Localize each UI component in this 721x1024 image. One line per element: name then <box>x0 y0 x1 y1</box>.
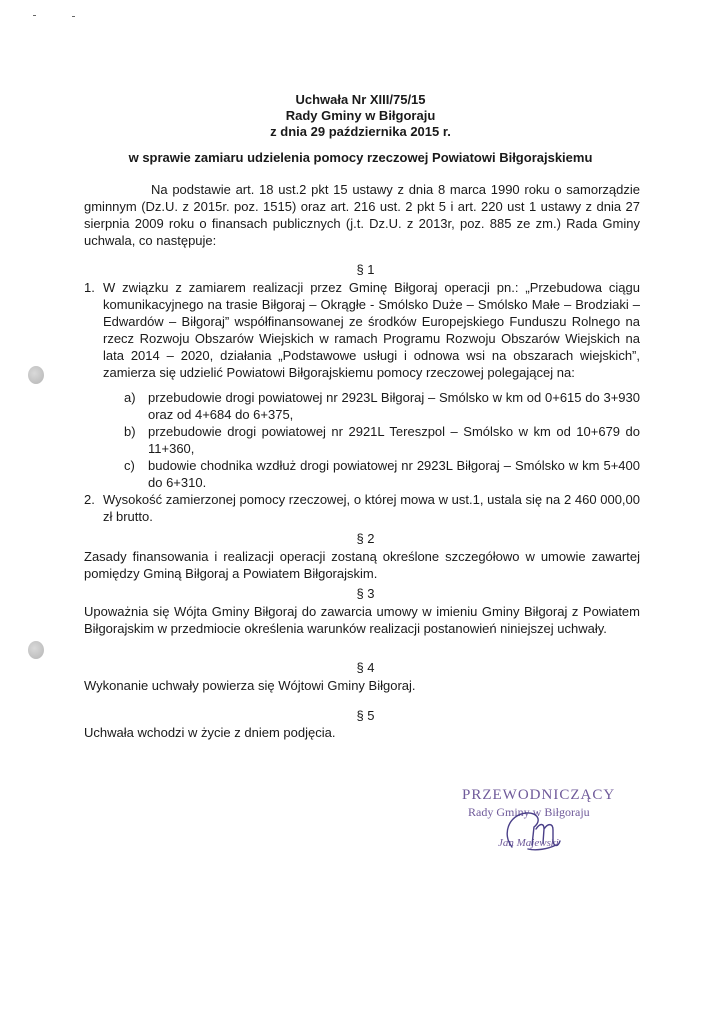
section-1-heading: § 1 <box>356 262 375 277</box>
section-5-heading: § 5 <box>356 708 375 723</box>
subitem-b-text: przebudowie drogi powiatowej nr 2921L Tereszpol – Smólsko w km od 10+679 do 11+360, <box>148 424 640 456</box>
item-2-number: 2. <box>84 492 95 507</box>
punch-hole <box>28 641 44 659</box>
subitem-a-label: a) <box>124 390 136 405</box>
subitem-c-label: c) <box>124 458 135 473</box>
section-4-text: Wykonanie uchwały powierza się Wójtowi Gminy Biłgoraj. <box>84 678 416 693</box>
resolution-number: Uchwała Nr XIII/75/15 <box>295 92 426 107</box>
handwritten-signature <box>498 805 568 865</box>
scan-speck <box>33 15 36 16</box>
stamp-name: Jan Majewski <box>498 837 559 849</box>
punch-hole <box>28 366 44 384</box>
resolution-date: z dnia 29 października 2015 r. <box>270 124 451 139</box>
preamble: Na podstawie art. 18 ust.2 pkt 15 ustawy z dnia 8 marca 1990 roku o samorządzie gminnym (Dz.U. z 2015r. poz. 1515) oraz art. 216 ust. 2 pkt 5 i art. 220 ust 1 ustawy z dnia 27 sierpnia 2009 roku o finansach publicznych (j.t. Dz.U. z 2013r, poz. 885 ze zm.) Rada Gminy uchwala, co następuje: <box>84 182 640 248</box>
section-4-heading: § 4 <box>356 660 375 675</box>
section-2-heading: § 2 <box>356 531 375 546</box>
stamp-title: PRZEWODNICZĄCY <box>462 787 616 803</box>
section-2-text: Zasady finansowania i realizacji operacji zostaną określone szczegółowo w umowie zawartej pomiędzy Gminą Biłgoraj a Powiatem Biłgorajskim. <box>84 549 640 581</box>
item-1-number: 1. <box>84 280 95 295</box>
subitem-a-text: przebudowie drogi powiatowej nr 2923L Biłgoraj – Smólsko w km od 0+615 do 3+930 oraz od 4+684 do 6+375, <box>148 390 640 422</box>
scan-speck <box>72 16 75 17</box>
item-2-text: Wysokość zamierzonej pomocy rzeczowej, o której mowa w ust.1, ustala się na 2 460 000,00 zł brutto. <box>103 492 640 524</box>
section-5-text: Uchwała wchodzi w życie z dniem podjęcia. <box>84 725 336 740</box>
stamp-subtitle: Rady Gminy w Biłgoraju <box>468 805 590 819</box>
subitem-c-text: budowie chodnika wzdłuż drogi powiatowej nr 2923L Biłgoraj – Smólsko w km 5+400 do 6+310. <box>148 458 640 490</box>
section-3-text: Upoważnia się Wójta Gminy Biłgoraj do zawarcia umowy w imieniu Gminy Biłgoraj z Powiatem Biłgorajskim w przedmiocie określenia warunków realizacji postanowień niniejszej uchwały. <box>84 604 640 636</box>
resolution-subject: w sprawie zamiaru udzielenia pomocy rzeczowej Powiatowi Biłgorajskiemu <box>128 150 593 165</box>
section-3-heading: § 3 <box>356 586 375 601</box>
council-name: Rady Gminy w Biłgoraju <box>285 108 436 123</box>
subitem-b-label: b) <box>124 424 136 439</box>
item-1-text: W związku z zamiarem realizacji przez Gminę Biłgoraj operacji pn.: „Przebudowa ciągu komunikacyjnego na trasie Biłgoraj – Okrągłe - Smólsko Duże – Smólsko Małe – Brodziaki – Edwardów – Biłgoraj” współfinansowanej ze środków Europejskiego Funduszu Rolnego na rzecz Rozwoju Obszarów Wiejskich w ramach Programu Rozwoju Obszarów Wiejskich na lata 2014 – 2020, działania „Podstawowe usługi i odnowa wsi na obszarach wiejskich”, zamierza się udzielić Powiatowi Biłgorajskiemu pomocy rzeczowej polegającej na: <box>103 280 640 380</box>
